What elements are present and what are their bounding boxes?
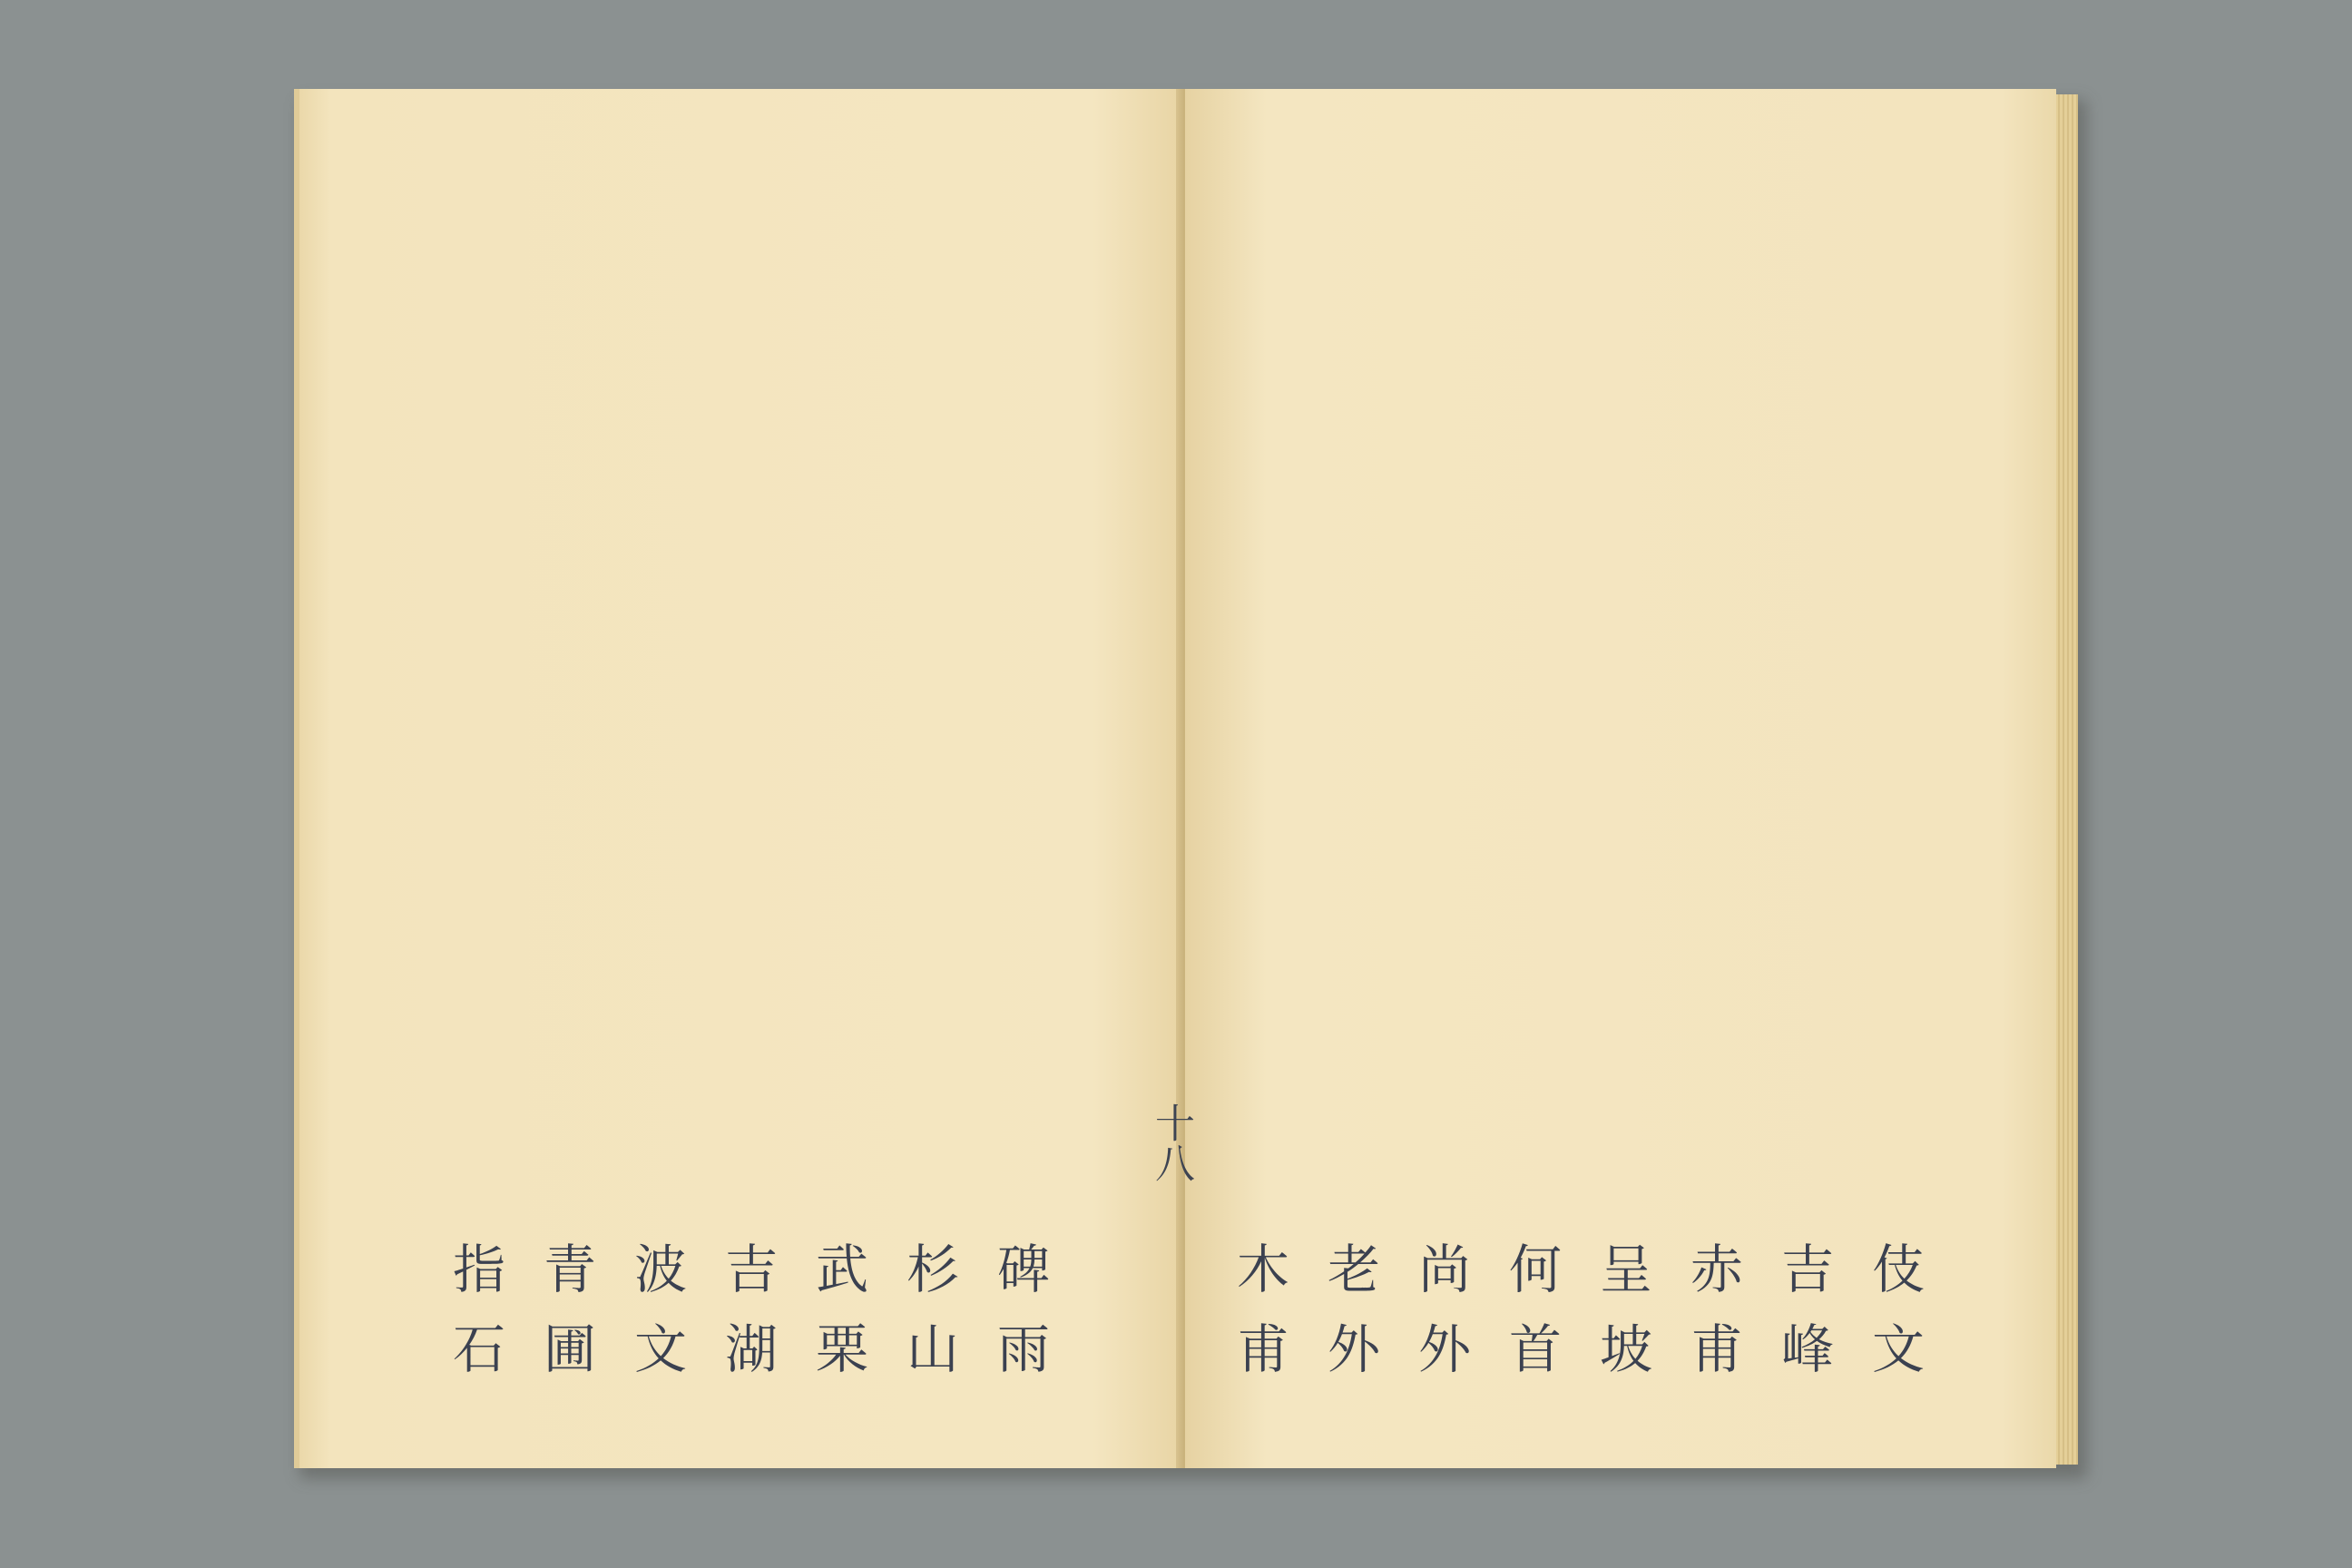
- author-name: 木甫: [1228, 1241, 1289, 1401]
- author-name: 呈坡: [1591, 1241, 1652, 1401]
- author-name: 伎文: [1863, 1241, 1925, 1401]
- right-page: [1185, 89, 2056, 1468]
- author-name: 波文: [625, 1241, 687, 1401]
- author-name: 杉山: [897, 1241, 959, 1401]
- left-page: [294, 89, 1183, 1468]
- author-name: 碑雨: [988, 1241, 1050, 1401]
- author-name: 尚外: [1409, 1241, 1471, 1401]
- author-name: 吉湖: [716, 1241, 778, 1401]
- author-name: 青圃: [534, 1241, 596, 1401]
- author-name: 吉峰: [1772, 1241, 1834, 1401]
- page-number: 十八: [1148, 1102, 1194, 1182]
- author-name: 老外: [1318, 1241, 1380, 1401]
- author-name: 武栗: [807, 1241, 868, 1401]
- author-name: 赤甫: [1681, 1241, 1743, 1401]
- author-name: 何首: [1500, 1241, 1562, 1401]
- author-name: 指石: [444, 1241, 505, 1401]
